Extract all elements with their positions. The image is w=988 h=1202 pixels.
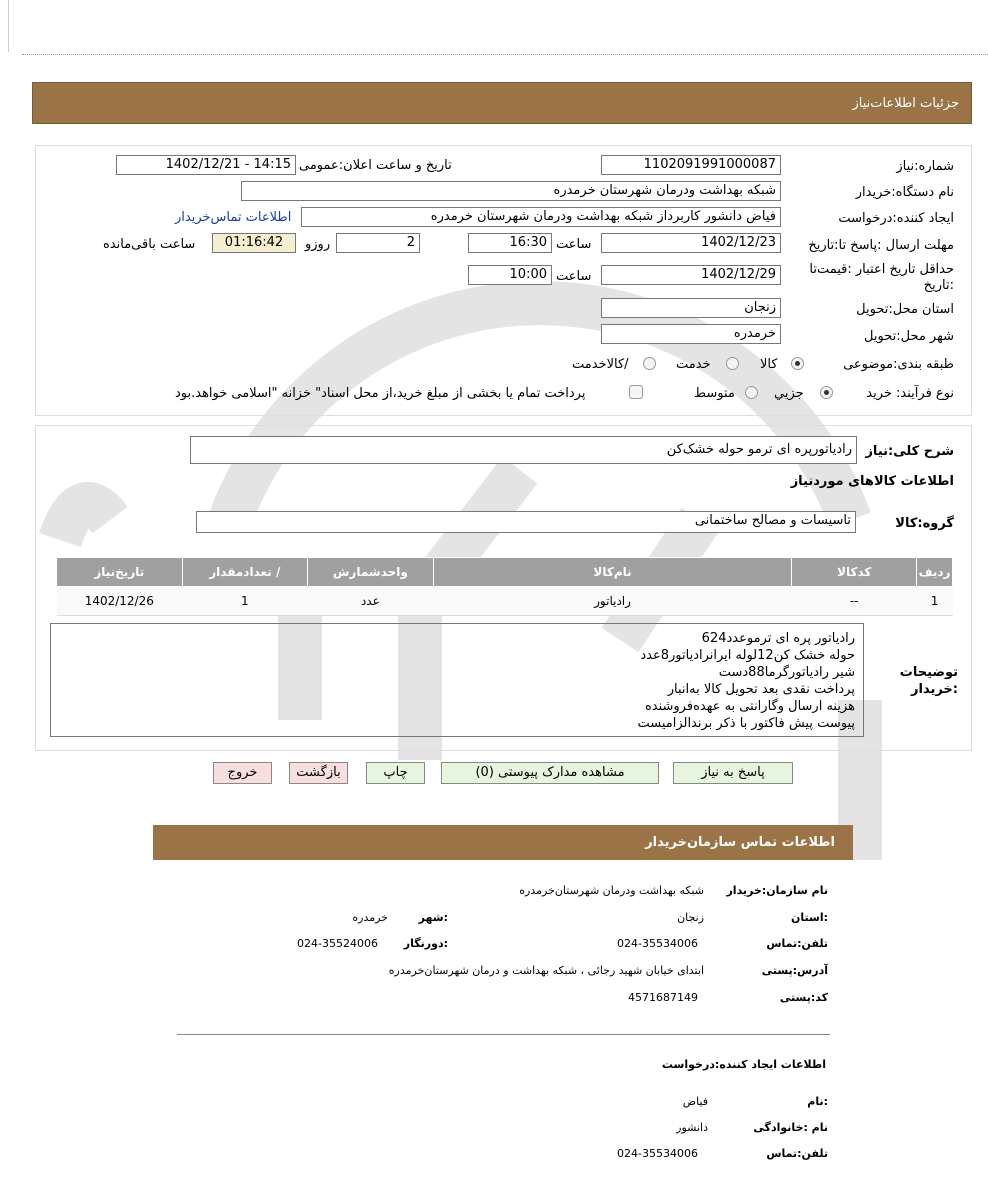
city-field[interactable]: خرمدره [601,324,781,344]
contact-phone-value: 024-35534006 [617,937,698,950]
buyer-notes-line: هزینه ارسال وگارانتی به عهده‌فروشنده [644,699,855,714]
col-goods-name: نام‌کالا [433,558,792,587]
view-documents-button[interactable]: مشاهده مدارک پیوستی (0) [441,762,659,784]
buyer-notes-line: حوله خشک کن12لوله ایرانرادیاتور8عدد [640,648,855,663]
need-number-label: شماره:نیاز [896,159,954,174]
days-field[interactable]: 2 [336,233,420,253]
creator-name-label: :نام [807,1095,828,1108]
contact-province-label: :استان [791,911,828,924]
contact-city-label: :شهر [418,911,448,924]
page-header-title: جزئیات اطلاعات‌نیاز [852,96,959,111]
buyer-notes-line: شیر رادیاتورگرما88دست [718,665,855,680]
process-medium-label: متوسط [694,386,735,401]
cell-need-date: 1402/12/26 [57,587,183,616]
creator-field[interactable]: فیاض دانشور کاربرداز شبکه بهداشت ودرمان شهرستان خرمدره [301,207,781,227]
category-label: طبقه بندی:موضوعی [843,357,954,372]
goods-group-label: گروه:کالا [895,516,954,531]
contact-fax-label: :دورنگار [403,937,448,950]
creator-info-title: اطلاعات ایجاد کننده:درخواست [661,1058,826,1071]
buyer-contact-link[interactable]: اطلاعات تماس‌خریدار [175,210,292,225]
goods-info-title: اطلاعات کالاهای موردنیاز [790,474,954,489]
treasury-payment-label: پرداخت تمام یا بخشی از مبلغ خرید،از محل اسناد" خزانه "اسلامی خواهد.بود [175,386,586,401]
contact-postal-value: 4571687149 [628,991,698,1004]
goods-group-field[interactable]: تاسیسات و مصالح ساختمانی [196,511,856,533]
page-header-bar [32,82,972,124]
creator-label: ایجاد کننده:درخواست [838,211,954,226]
creator-phone-label: تلفن:تماس [766,1147,828,1160]
remaining-time-label: ساعت باقی‌مانده [103,237,196,252]
contact-phone-label: تلفن:تماس [766,937,828,950]
creator-phone-value: 024-35534006 [617,1147,698,1160]
contact-org-value: شبکه بهداشت ودرمان شهرستان‌خرمدره [519,884,704,897]
summary-field[interactable]: رادیاتورپره ای ترمو حوله خشک‌کن [190,436,857,464]
category-both-label: /کالاخدمت [572,357,629,372]
city-label: شهر محل:تحویل [864,329,954,344]
col-unit: واحدشمارش [308,558,434,587]
category-both-radio[interactable] [643,357,656,370]
table-row [57,587,953,616]
process-type-label: نوع فرآیند: خرید [866,386,954,401]
col-goods-code: کدکالا [792,558,917,587]
contact-city-value: خرمدره [352,911,388,924]
deadline-date-field[interactable]: 1402/12/23 [601,233,781,253]
cell-goods-code: -- [792,587,917,616]
goods-table [56,557,953,616]
process-medium-radio[interactable] [745,386,758,399]
left-border-line [8,0,9,52]
cell-row-number: 1 [917,587,953,616]
print-button[interactable]: چاپ [366,762,425,784]
buyer-notes-box [50,623,864,737]
buyer-notes-line: رادیاتور پره ای ترموعدد624 [701,631,855,646]
province-label: استان محل:تحویل [856,302,954,317]
buyer-notes-label: توضیحات :خریدار [899,665,958,697]
validity-label: حداقل تاریخ اعتبار :قیمت‌تا :تاریخ [809,262,954,293]
contact-postal-label: کد:پستی [779,991,828,1004]
col-row-number: ردیف [917,558,953,587]
remaining-time-field: 01:16:42 [212,233,296,253]
creator-family-value: دانشور [676,1121,708,1134]
category-goods-label: کالا [760,357,778,372]
deadline-time-field[interactable]: 16:30 [468,233,552,253]
process-partial-label: جزیي [774,386,804,401]
category-goods-radio[interactable] [791,357,804,370]
deadline-time-label: ساعت [556,237,592,252]
announce-date-field[interactable]: 1402/12/21 - 14:15 [116,155,296,175]
treasury-payment-checkbox[interactable] [629,385,643,399]
back-button[interactable]: بازگشت [289,762,348,784]
col-need-date: تاریخ‌نیاز [57,558,183,587]
buyer-notes-line: پرداخت نقدی بعد تحویل کالا به‌انبار [667,682,855,697]
deadline-label: مهلت ارسال :پاسخ تا:تاریخ [808,238,954,253]
cell-unit: عدد [308,587,434,616]
validity-time-field[interactable]: 10:00 [468,265,552,285]
validity-time-label: ساعت [556,269,592,284]
reply-button[interactable]: پاسخ به نیاز [673,762,793,784]
summary-label: شرح کلی:نیاز [865,444,954,459]
col-quantity: / تعدادمقدار [182,558,307,587]
category-service-label: خدمت [676,357,711,372]
contact-address-label: آدرس:پستی [761,964,828,977]
contact-fax-value: 024-35524006 [297,937,378,950]
contact-header-bar [153,825,853,860]
creator-family-label: نام :خانوادگی [753,1121,828,1134]
contact-header-title: اطلاعات تماس سازمان‌خریدار [645,835,835,850]
announce-date-label: تاریخ و ساعت اعلان:عمومی [299,158,452,173]
table-header-row [57,558,953,587]
need-number-field[interactable]: 1102091991000087 [601,155,781,175]
process-partial-radio[interactable] [820,386,833,399]
creator-name-value: فیاض [682,1095,708,1108]
cell-quantity: 1 [182,587,307,616]
validity-date-field[interactable]: 1402/12/29 [601,265,781,285]
top-dotted-separator [22,54,988,55]
days-label: روزو [305,237,331,252]
cell-goods-name: رادیاتور [433,587,792,616]
buyer-notes-line: پیوست پیش فاکتور با ذکر برندالزامیست [637,716,855,731]
buyer-org-label: نام دستگاه:خریدار [855,185,954,200]
province-field[interactable]: زنجان [601,298,781,318]
category-service-radio[interactable] [726,357,739,370]
buyer-org-field[interactable]: شبکه بهداشت ودرمان شهرستان خرمدره [241,181,781,201]
exit-button[interactable]: خروج [213,762,272,784]
contact-org-label: نام سازمان:خریدار [726,884,828,897]
contact-province-value: زنجان [677,911,704,924]
contact-divider [177,1034,830,1035]
contact-address-value: ابتدای خیابان شهید رجائی ، شبکه بهداشت و درمان شهرستان‌خرمدره [388,964,704,977]
